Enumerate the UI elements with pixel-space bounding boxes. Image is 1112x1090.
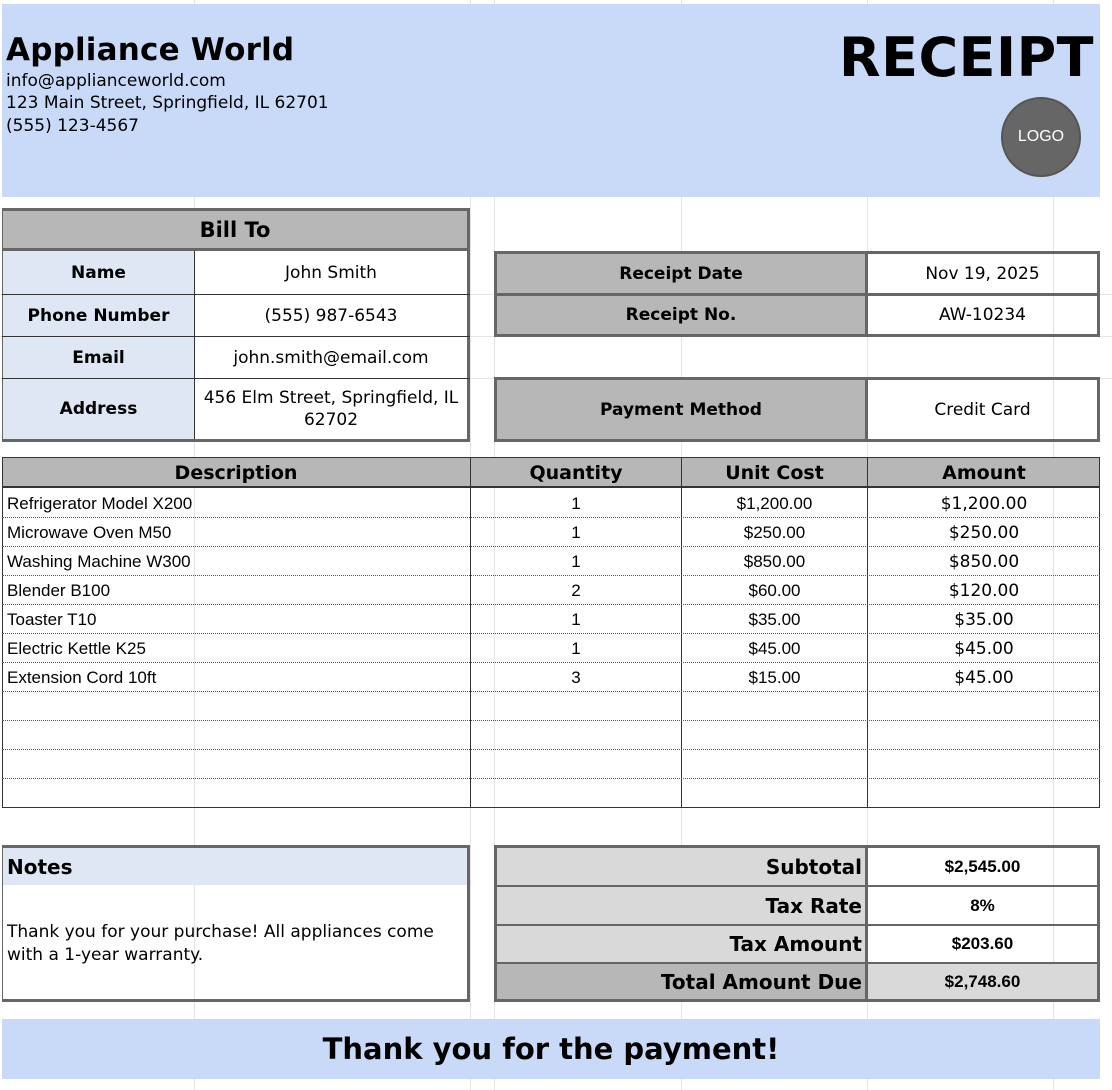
address-value: 456 Elm Street, Springfield, IL 62702 (203, 388, 459, 430)
receipt-number-value: AW-10234 (938, 305, 1027, 325)
notes-heading: Notes (3, 848, 467, 885)
subtotal-value: $2,545.00 (944, 856, 1021, 876)
name-value: John Smith (285, 263, 377, 283)
receipt-number-label: Receipt No. (625, 305, 737, 325)
email-label: Email (72, 347, 125, 368)
address-label: Address (59, 399, 138, 419)
payment-method-label: Payment Method (600, 399, 762, 420)
phone-label: Phone Number (27, 305, 170, 326)
item-unit-cost: $35.00 (748, 609, 801, 629)
item-quantity: 1 (571, 551, 581, 571)
item-quantity: 1 (571, 638, 581, 658)
item-description: Refrigerator Model X200 (7, 493, 193, 513)
item-quantity: 1 (571, 493, 581, 513)
company-name: Appliance World (6, 32, 295, 68)
item-description: Extension Cord 10ft (7, 667, 157, 687)
item-quantity: 2 (571, 580, 581, 600)
item-unit-cost: $60.00 (748, 580, 801, 600)
header-quantity: Quantity (529, 462, 623, 484)
subtotal-label: Subtotal (765, 854, 862, 879)
item-amount: $45.00 (954, 638, 1014, 659)
item-amount: $1,200.00 (940, 493, 1028, 514)
company-phone: (555) 123-4567 (6, 116, 139, 136)
receipt-date-value: Nov 19, 2025 (925, 263, 1040, 284)
item-amount: $120.00 (948, 580, 1020, 601)
item-description: Electric Kettle K25 (7, 638, 146, 658)
company-email: info@applianceworld.com (6, 71, 226, 91)
row-divider (2, 778, 1100, 779)
payment-method-value: Credit Card (934, 399, 1031, 420)
item-amount: $850.00 (948, 551, 1020, 572)
header-description: Description (174, 462, 298, 484)
receipt-date-label: Receipt Date (619, 263, 743, 284)
item-quantity: 1 (571, 522, 581, 542)
item-quantity: 1 (571, 609, 581, 629)
document-title: RECEIPT (839, 26, 1094, 89)
name-label: Name (71, 263, 126, 283)
company-address: 123 Main Street, Springfield, IL 62701 (6, 93, 329, 113)
item-description: Microwave Oven M50 (7, 522, 172, 542)
item-description: Toaster T10 (7, 609, 97, 629)
logo-placeholder: LOGO (1001, 97, 1081, 177)
item-unit-cost: $250.00 (743, 522, 806, 542)
tax-rate-value: 8% (970, 895, 995, 915)
item-amount: $45.00 (954, 667, 1014, 688)
total-due-value: $2,748.60 (944, 971, 1021, 991)
item-amount: $35.00 (954, 609, 1014, 630)
header-amount: Amount (942, 462, 1026, 484)
item-unit-cost: $45.00 (748, 638, 801, 658)
item-unit-cost: $15.00 (748, 667, 801, 687)
header-unit-cost: Unit Cost (725, 462, 824, 484)
email-value: john.smith@email.com (233, 347, 429, 368)
row-divider (2, 749, 1100, 750)
item-quantity: 3 (571, 667, 581, 687)
row-divider (2, 720, 1100, 721)
item-unit-cost: $850.00 (743, 551, 806, 571)
item-description: Blender B100 (7, 580, 111, 600)
bill-to-heading: Bill To (2, 208, 470, 251)
total-due-label: Total Amount Due (660, 969, 862, 994)
footer-thank-you: Thank you for the payment! (2, 1019, 1100, 1079)
tax-rate-label: Tax Rate (765, 893, 862, 918)
tax-amount-value: $203.60 (951, 934, 1014, 953)
notes-text: Thank you for your purchase! All appliances come with a 1-year warranty. (7, 922, 434, 965)
phone-value: (555) 987-6543 (264, 305, 398, 326)
item-amount: $250.00 (948, 522, 1020, 543)
item-unit-cost: $1,200.00 (736, 493, 813, 513)
item-description: Washing Machine W300 (7, 551, 191, 571)
tax-amount-label: Tax Amount (729, 932, 862, 956)
